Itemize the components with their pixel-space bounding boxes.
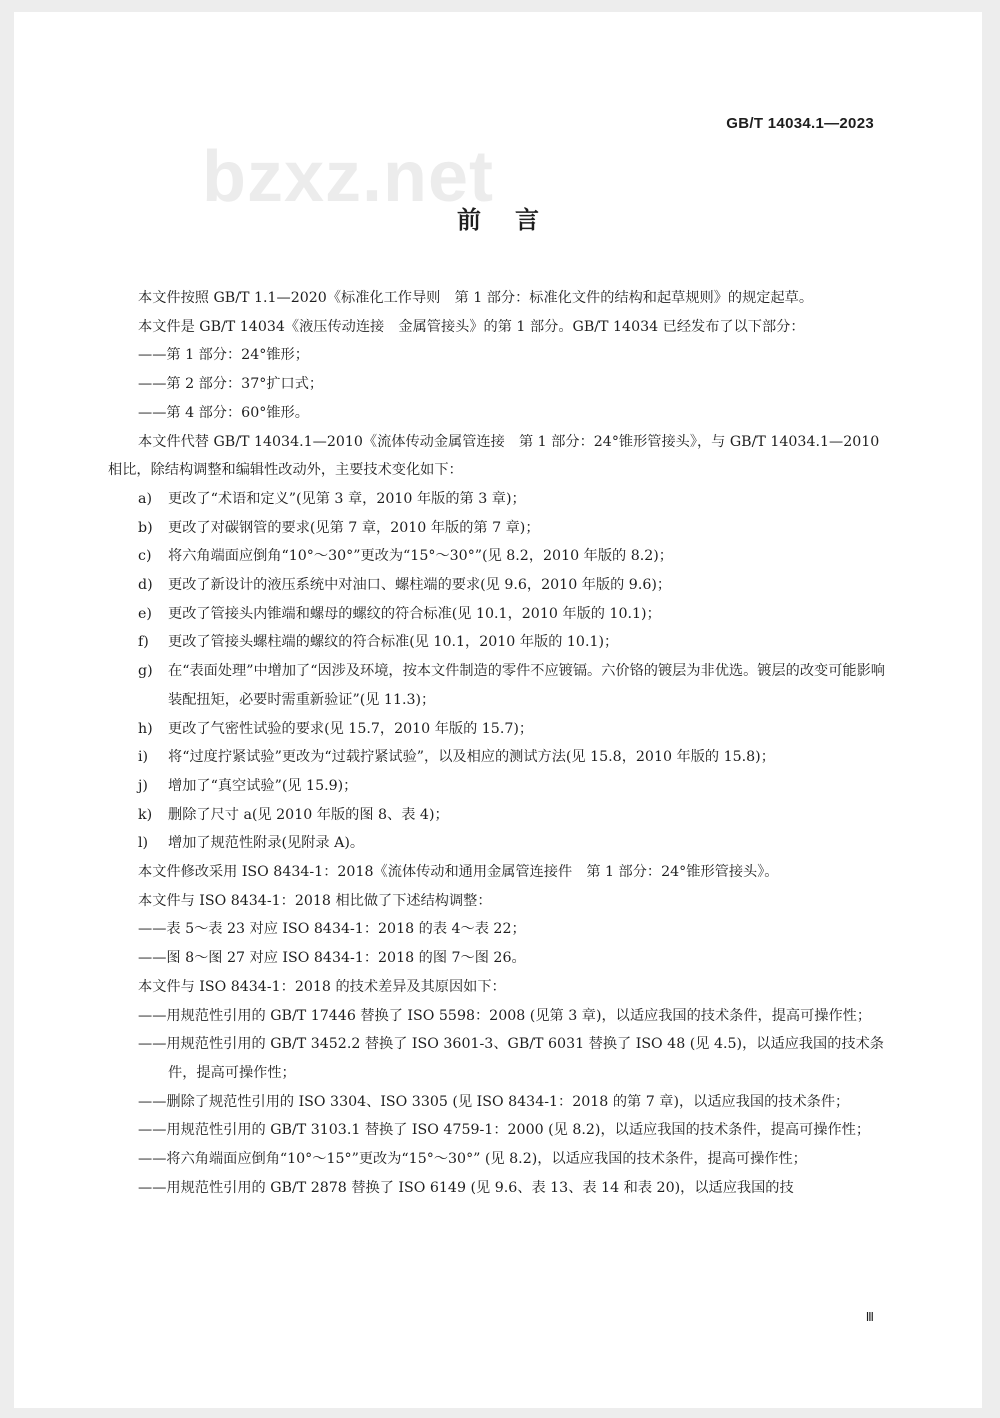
item-text: 将六角端面应倒角“10°～30°”更改为“15°～30°”(见 8.2，2010 年版的 8.2)； [168,548,673,565]
item-marker: k) [138,806,153,823]
item-text: 更改了管接头内锥端和螺母的螺纹的符合标准(见 10.1，2010 年版的 10.1)； [168,605,661,622]
change-item [108,600,894,629]
structure-item: ——图 8～图 27 对应 ISO 8434-1：2018 的图 7～图 26。 [138,950,526,967]
diff-item: ——用规范性引用的 GB/T 3103.1 替换了 ISO 4759-1：2000 (见 8.2)，以适应我国的技术条件，提高可操作性； [138,1122,871,1139]
item-text: 增加了规范性附录(见附录 A)。 [168,835,365,852]
paragraph: 本文件修改采用 ISO 8434-1：2018《流体传动和通用金属管连接件 第 1 部分：24°锥形管接头》。 [138,864,779,881]
part-item: ——第 2 部分：37°扩口式； [138,376,324,393]
paragraph: 本文件与 ISO 8434-1：2018 的技术差异及其原因如下： [138,978,506,995]
paragraph: 本文件代替 GB/T 14034.1—2010《流体传动金属管连接 第 1 部分：24°锥形管接头》，与 GB/T 14034.1—2010 相比，除结构调整和编辑性改动外，主要技术变化如下： [108,433,880,479]
change-item [108,829,894,858]
item-text: 删除了尺寸 a(见 2010 年版的图 8、表 4)； [168,806,449,823]
change-item [108,715,894,744]
item-text: 更改了管接头螺柱端的螺纹的符合标准(见 10.1，2010 年版的 10.1)； [168,634,619,651]
item-text: 增加了“真空试验”(见 15.9)； [168,777,358,794]
part-item: ——第 4 部分：60°锥形。 [138,404,309,421]
item-marker: f) [138,634,149,651]
watermark: bzxz.net [202,137,495,217]
diff-item: ——用规范性引用的 GB/T 17446 替换了 ISO 5598：2008 (见第 3 章)，以适应我国的技术条件，提高可操作性； [138,1007,872,1024]
diff-item: ——删除了规范性引用的 ISO 3304、ISO 3305 (见 ISO 8434-1：2018 的第 7 章)，以适应我国的技术条件； [138,1093,850,1110]
item-marker: a) [138,490,152,507]
diff-item: ——用规范性引用的 GB/T 2878 替换了 ISO 6149 (见 9.6、表 13、表 14 和表 20)，以适应我国的技 [138,1179,794,1196]
change-item [108,542,894,571]
paragraph: 本文件与 ISO 8434-1：2018 相比做了下述结构调整： [138,892,492,909]
item-marker: d) [138,577,153,594]
change-item [108,743,894,772]
item-text: 将“过度拧紧试验”更改为“过载拧紧试验”，以及相应的测试方法(见 15.8，2010 年版的 15.8)； [168,749,775,766]
item-text: 更改了“术语和定义”(见第 3 章，2010 年版的第 3 章)； [168,490,526,507]
paragraph: 本文件是 GB/T 14034《液压传动连接 金属管接头》的第 1 部分。GB/T 14034 已经发布了以下部分： [138,318,805,335]
item-marker: b) [138,519,153,536]
item-marker: j) [138,777,148,794]
structure-item: ——表 5～表 23 对应 ISO 8434-1：2018 的表 4～表 22； [138,921,526,938]
body-text [108,284,894,1203]
change-item [108,657,894,714]
item-text: 在“表面处理”中增加了“因涉及环境，按本文件制造的零件不应镀镉。六价铬的镀层为非优选。镀层的改变可能影响装配扭矩，必要时需重新验证”(见 11.3)； [168,663,885,708]
change-item [108,801,894,830]
item-marker: g) [138,663,153,680]
item-marker: e) [138,605,152,622]
item-text: 更改了气密性试验的要求(见 15.7，2010 年版的 15.7)； [168,720,534,737]
item-marker: c) [138,548,152,565]
page-number: Ⅲ [865,1310,874,1324]
standard-number: GB/T 14034.1—2023 [726,115,874,132]
change-item [108,571,894,600]
change-item [108,485,894,514]
item-marker: i) [138,749,149,766]
document-page [14,12,982,1408]
item-text: 更改了对碳钢管的要求(见第 7 章，2010 年版的第 7 章)； [168,519,540,536]
item-text: 更改了新设计的液压系统中对油口、螺柱端的要求(见 9.6，2010 年版的 9.6)； [168,577,672,594]
diff-item: ——用规范性引用的 GB/T 3452.2 替换了 ISO 3601-3、GB/T 6031 替换了 ISO 48 (见 4.5)，以适应我国的技术条件，提高可操作性； [138,1036,884,1081]
diff-item: ——将六角端面应倒角“10°～15°”更改为“15°～30°” (见 8.2)，以适应我国的技术条件，提高可操作性； [138,1151,807,1168]
change-item [108,772,894,801]
page-title: 前言 [457,206,573,234]
item-marker: l) [138,835,149,852]
change-item [108,628,894,657]
item-marker: h) [138,720,153,737]
change-item [108,514,894,543]
paragraph: 本文件按照 GB/T 1.1—2020《标准化工作导则 第 1 部分：标准化文件的结构和起草规则》的规定起草。 [138,290,814,306]
part-item: ——第 1 部分：24°锥形； [138,347,309,364]
